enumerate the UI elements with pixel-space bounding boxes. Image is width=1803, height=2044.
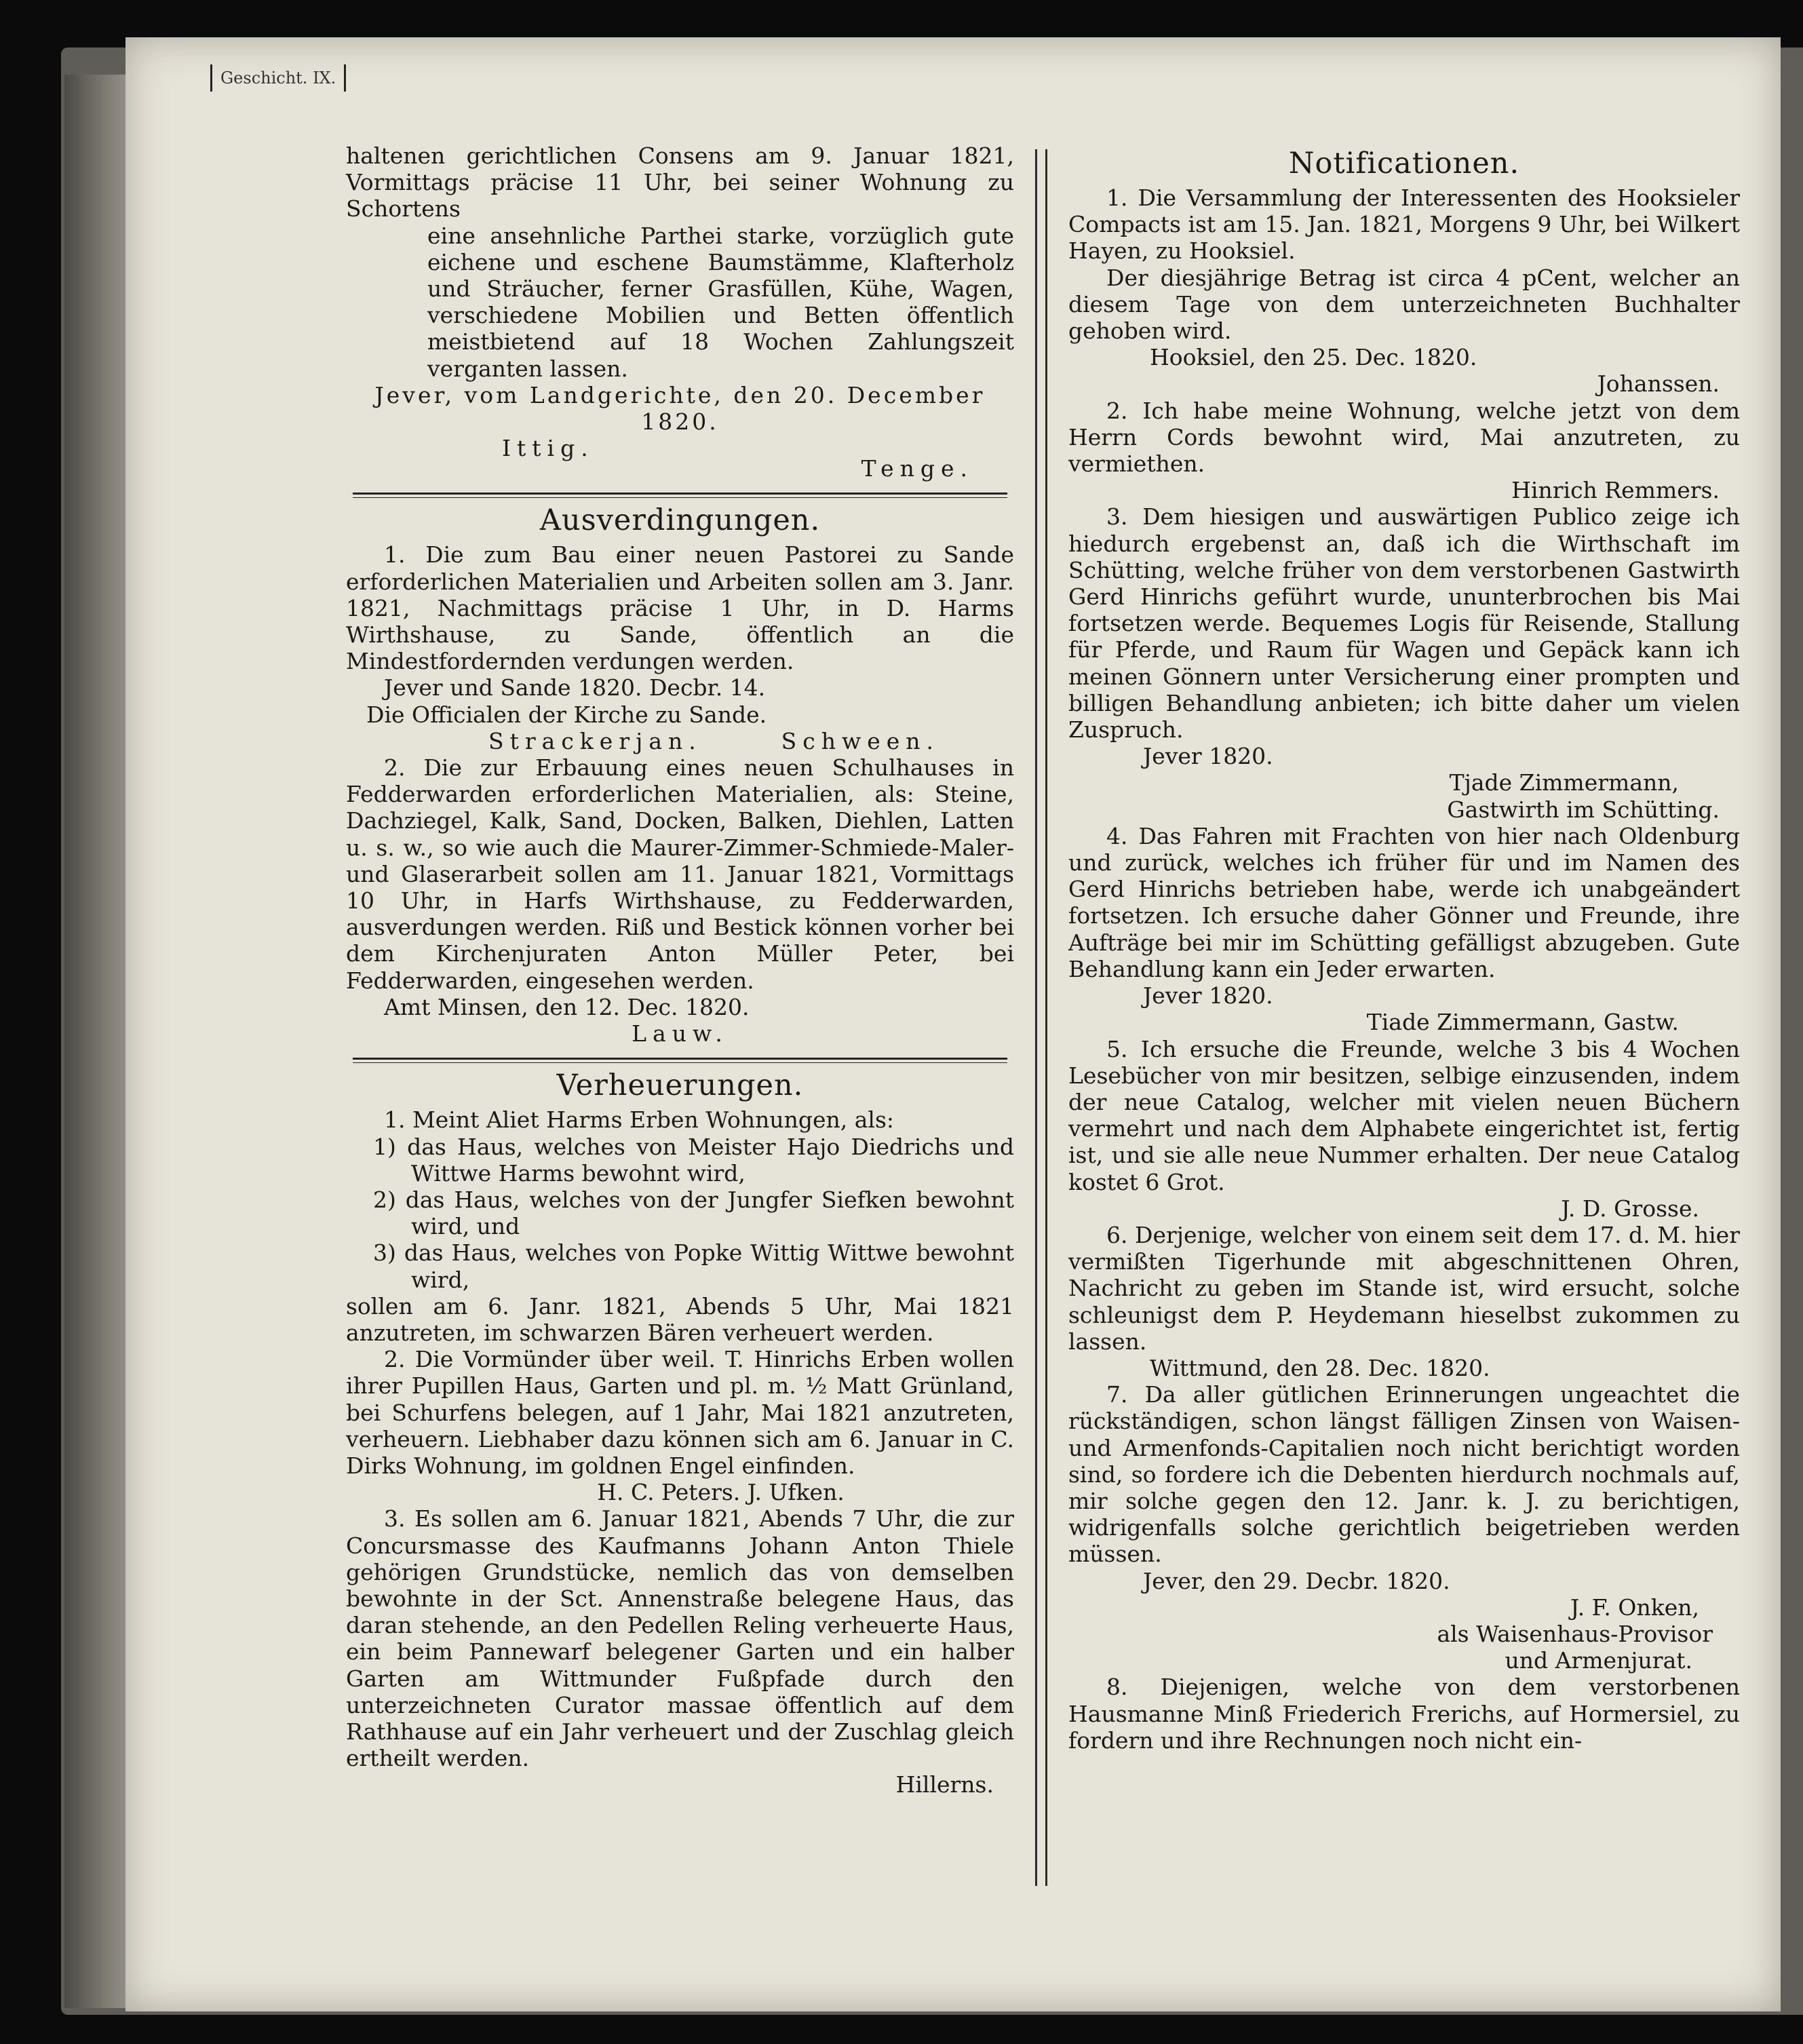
notification-1-cont: Der diesjährige Betrag ist circa 4 pCent, welcher an diesem Tage von dem unterzeichneten Buchhalter gehoben wird. [1068,264,1740,345]
ausverdingung-item-1-date: Jever und Sande 1820. Decbr. 14. [384,674,766,701]
notification-1-date: Hooksiel, den 25. Dec. 1820. [1150,344,1477,371]
notification-3-date: Jever 1820. [1143,743,1273,770]
intro-place-date: Jever, vom Landgerichte, den 20. December 1820. [374,381,986,436]
intro-signers [346,435,1014,482]
verheuerung-item-2-signers: H. C. Peters. J. Ufken. [597,1479,845,1506]
right-column [1068,142,1740,1754]
verheuerung-item-3-signer: Hillerns. [895,1771,994,1798]
signer-ittig: Ittig. [502,435,594,462]
ausverdingung-item-2-date: Amt Minsen, den 12. Dec. 1820. [384,993,750,1020]
intro-paragraph-cont: eine ansehnliche Parthei starke, vorzüglich gute eichene und eschene Baumstämme, Klafterholz und Sträucher, ferner Grasfüllen, Kühe, Wagen, verschiedene Mobilien und Betten öffentlich meistbietend auf 18 Wochen Zahlungszeit verganten lassen. [427,222,1014,382]
verheuerung-item-1-outro: sollen am 6. Janr. 1821, Abends 5 Uhr, Mai 1821 anzutreten, im schwarzen Bären verheuert werden. [346,1292,1014,1346]
notification-6-date: Wittmund, den 28. Dec. 1820. [1150,1354,1490,1381]
heading-verheuerungen: Verheuerungen. [556,1068,804,1103]
notification-3-signer-2: Gastwirth im Schütting. [1447,796,1720,823]
ausverdingung-item-2: 2. Die zur Erbauung eines neuen Schulhauses in Fedderwarden erforderlichen Materialien, als: Steine, Dachziegel, Kalk, Sand, Docken, Balken, Diehlen, Latten u. s. w., so wie auch die Maurer-Zimmer-Schmiede-Maler- und Glaserarbeit sollen am 11. Januar 1821, Vormittags 10 Uhr, in Harfs Wirthshause, zu Fedderwarden, ausverdungen werden. Riß und Bestick können vorher bei dem Kirchenjuraten Anton Müller Peter, bei Fedderwarden, eingesehen werden. [346,754,1014,994]
notification-4-date: Jever 1820. [1143,982,1273,1009]
notification-8: 8. Diejenigen, welche von dem verstorbenen Hausmanne Minß Friederich Frerichs, auf Hormersiel, zu fordern und ihre Rechnungen noch nicht ein- [1068,1674,1740,1754]
section-rule [353,1058,1007,1063]
book-spine [64,75,132,2008]
notification-4: 4. Das Fahren mit Frachten von hier nach Oldenburg und zurück, welches ich früher für und im Namen des Gerd Hinrichs betrieben habe, werde ich unabgeändert fortsetzen. Ich ersuche daher Gönner und Freunde, ihre Aufträge bei mir im Schütting gefälligst abzugeben. Gute Behandlung kann ein Jeder erwarten. [1068,822,1740,982]
notification-7: 7. Da aller gütlichen Erinnerungen ungeachtet die rückständigen, schon längst fälligen Zinsen von Waisen- und Armenfonds-Capitalien noch nicht berichtigt worden sind, so fordere ich die Debenten hierdurch nochmals auf, mir solche gegen den 12. Janr. k. J. zu berichtigen, widrigenfalls solche gerichtlich beigetrieben werden müssen. [1068,1381,1740,1568]
verheuerung-item-2: 2. Die Vormünder über weil. T. Hinrichs Erben wollen ihrer Pupillen Haus, Garten und pl. m. ½ Matt Grünland, bei Schurfens belegen, auf 1 Jahr, Mai 1821 anzutreten, verheuern. Liebhaber dazu können sich am 6. Januar in C. Dirks Wohnung, im goldnen Engel einfinden. [346,1346,1014,1479]
ausverdingung-item-1-signers [346,728,1014,754]
ausverdingung-item-1: 1. Die zum Bau einer neuen Pastorei zu Sande erforderlichen Materialien und Arbeiten sollen am 3. Janr. 1821, Nachmittags präcise 1 Uhr, in D. Harms Wirthshause, zu Sande, öffentlich an die Mindestfordernden verdungen werden. [346,541,1014,675]
verheuerung-item-1-sub-1: 1) das Haus, welches von Meister Hajo Diedrichs und Wittwe Harms bewohnt wird, [373,1133,1014,1187]
verheuerung-item-1-intro: 1. Meint Aliet Harms Erben Wohnungen, als: [384,1106,895,1134]
left-column [346,142,1014,1798]
notification-5: 5. Ich ersuche die Freunde, welche 3 bis 4 Wochen Lesebücher von mir besitzen, selbige einzusenden, indem der neue Catalog, welcher mit vielen neuen Büchern vermehrt und nach dem Alphabete eingerichtet ist, fertig ist, und sie alle neue Nummer erhalten. Der neue Catalog kostet 6 Grot. [1068,1035,1740,1195]
notification-7-signer-3: und Armenjurat. [1505,1647,1692,1674]
section-rule [353,493,1007,498]
verheuerung-item-1-sub-3: 3) das Haus, welches von Popke Wittig Wittwe bewohnt wird, [373,1239,1014,1293]
verheuerung-item-3: 3. Es sollen am 6. Januar 1821, Abends 7 Uhr, die zur Concursmasse des Kaufmanns Johann Anton Thiele gehörigen Grundstücke, nemlich das von demselben bewohnte in der Sct. Annenstraße belegene Haus, das daran stehende, an den Pedellen Reling verheuerte Haus, ein beim Pannewarf belegener Garten und ein halber Garten am Wittmunder Fußpfade durch den unterzeichneten Curator massae öffentlich auf dem Rathhause auf ein Jahr verheuert und der Zuschlag gleich ertheilt werden. [346,1505,1014,1772]
notification-1: 1. Die Versammlung der Interessenten des Hooksieler Compacts ist am 15. Jan. 1821, Morgens 9 Uhr, bei Wilkert Hayen, zu Hooksiel. [1068,185,1740,265]
signer-strackerjan: Strackerjan. [488,727,702,754]
verheuerung-item-1-sub-2: 2) das Haus, welches von der Jungfer Siefken bewohnt wird, und [373,1186,1014,1240]
ausverdingung-item-1-officials: Die Officialen der Kirche zu Sande. [366,701,767,728]
notification-7-date: Jever, den 29. Decbr. 1820. [1143,1567,1450,1594]
notification-4-signer: Tiade Zimmermann, Gastw. [1366,1009,1679,1036]
notification-5-signer: J. D. Grosse. [1561,1195,1699,1222]
notification-2: 2. Ich habe meine Wohnung, welche jetzt von dem Herrn Cords bewohnt wird, Mai anzutreten, zu vermiethen. [1068,397,1740,478]
notification-3-signer-1: Tjade Zimmermann, [1449,769,1679,796]
notification-6: 6. Derjenige, welcher von einem seit dem 17. d. M. hier vermißten Tigerhunde mit abgeschnittenen Ohren, Nachricht zu geben im Stande ist, wird ersucht, solche schleunigst dem P. Heydemann hieselbst zukommen zu lassen. [1068,1221,1740,1355]
notification-3: 3. Dem hiesigen und auswärtigen Publico zeige ich hiedurch ergebenst an, daß ich die Wirthschaft im Schütting, welche früher von dem verstorbenen Gastwirth Gerd Hinrichs geführt wurde, ununterbrochen bis Mai fortsetzen werde. Bequemes Logis für Reisende, Stallung für Pferde, und Raum für Wagen und Gepäck kann ich meinen Gönnern unter Versicherung einer prompten und billigen Behandlung anbieten; ich bitte daher um vielen Zuspruch. [1068,503,1740,744]
notification-1-signer: Johanssen. [1597,370,1720,398]
notification-2-signer: Hinrich Remmers. [1511,477,1720,504]
signer-tenge: Tenge. [861,455,973,482]
ausverdingung-item-2-signer: Lauw. [632,1020,729,1047]
intro-paragraph: haltenen gerichtlichen Consens am 9. Januar 1821, Vormittags präcise 11 Uhr, bei seiner Wohnung zu Schortens [346,142,1014,223]
signer-schween: Schween. [781,727,939,754]
volume-label: Geschicht. IX. [210,64,346,92]
notification-7-signer-1: J. F. Onken, [1570,1594,1699,1621]
heading-notificationen: Notificationen. [1288,147,1520,180]
column-divider [1035,149,1047,1886]
notification-7-signer-2: als Waisenhaus-Provisor [1437,1620,1713,1647]
heading-ausverdingungen: Ausverdingungen. [539,503,821,538]
